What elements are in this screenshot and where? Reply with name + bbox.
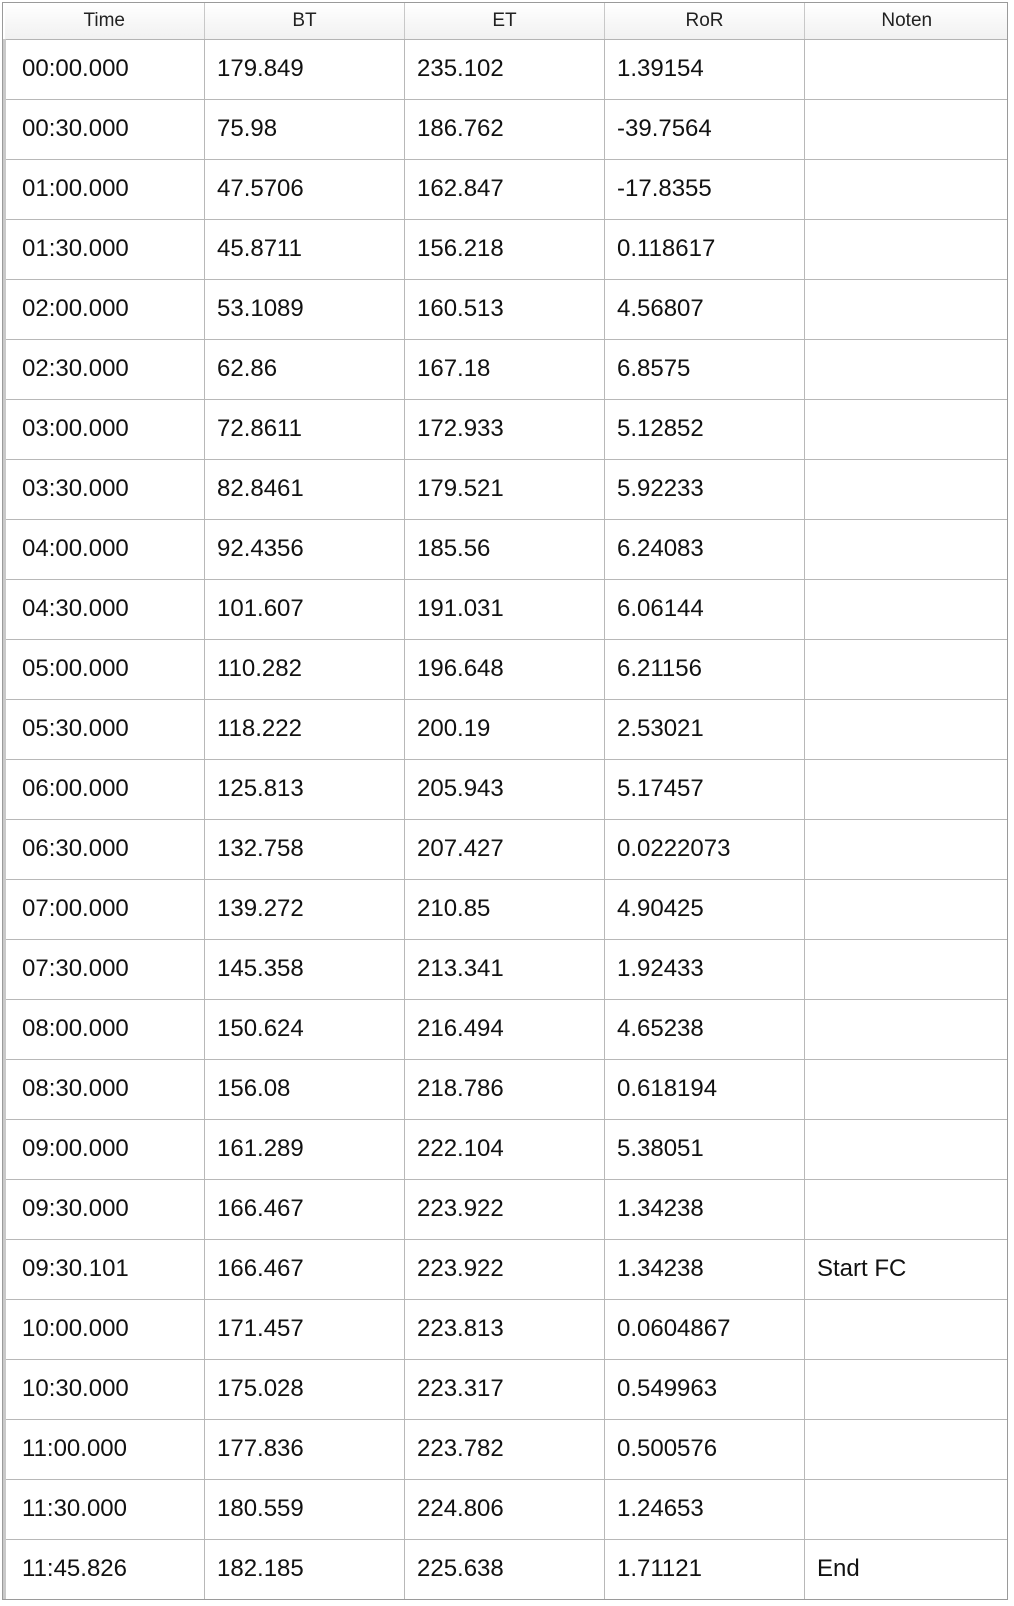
bt-cell: 180.559 bbox=[205, 1479, 405, 1539]
time-cell: 02:00.000 bbox=[5, 279, 205, 339]
time-cell: 01:30.000 bbox=[5, 219, 205, 279]
column-header-ror[interactable]: RoR bbox=[605, 3, 805, 39]
column-header-noten[interactable]: Noten bbox=[805, 3, 1009, 39]
ror-cell: 6.21156 bbox=[605, 639, 805, 699]
table-row[interactable] bbox=[5, 39, 1009, 99]
table-row[interactable] bbox=[5, 159, 1009, 219]
time-cell: 04:30.000 bbox=[5, 579, 205, 639]
notes-cell[interactable] bbox=[805, 1059, 1009, 1119]
time-cell: 06:00.000 bbox=[5, 759, 205, 819]
bt-cell: 45.8711 bbox=[205, 219, 405, 279]
ror-cell: -39.7564 bbox=[605, 99, 805, 159]
notes-cell[interactable] bbox=[805, 39, 1009, 99]
bt-cell: 179.849 bbox=[205, 39, 405, 99]
bt-cell: 118.222 bbox=[205, 699, 405, 759]
time-cell: 07:30.000 bbox=[5, 939, 205, 999]
header-row bbox=[5, 3, 1009, 39]
ror-cell: 0.118617 bbox=[605, 219, 805, 279]
ror-cell: 6.06144 bbox=[605, 579, 805, 639]
bt-cell: 92.4356 bbox=[205, 519, 405, 579]
notes-cell[interactable] bbox=[805, 219, 1009, 279]
time-cell: 03:30.000 bbox=[5, 459, 205, 519]
et-cell: 160.513 bbox=[405, 279, 605, 339]
et-cell: 223.317 bbox=[405, 1359, 605, 1419]
notes-cell[interactable] bbox=[805, 699, 1009, 759]
ror-cell: 1.24653 bbox=[605, 1479, 805, 1539]
time-cell: 02:30.000 bbox=[5, 339, 205, 399]
time-cell: 09:30.000 bbox=[5, 1179, 205, 1239]
notes-cell[interactable]: Start FC bbox=[805, 1239, 1009, 1299]
time-cell: 05:30.000 bbox=[5, 699, 205, 759]
notes-cell[interactable] bbox=[805, 1479, 1009, 1539]
time-cell: 07:00.000 bbox=[5, 879, 205, 939]
notes-cell[interactable] bbox=[805, 639, 1009, 699]
notes-cell[interactable] bbox=[805, 399, 1009, 459]
ror-cell: 4.56807 bbox=[605, 279, 805, 339]
et-cell: 185.56 bbox=[405, 519, 605, 579]
bt-cell: 72.8611 bbox=[205, 399, 405, 459]
ror-cell: 5.17457 bbox=[605, 759, 805, 819]
notes-cell[interactable] bbox=[805, 1359, 1009, 1419]
bt-cell: 82.8461 bbox=[205, 459, 405, 519]
table-row[interactable] bbox=[5, 1299, 1009, 1359]
time-cell: 00:30.000 bbox=[5, 99, 205, 159]
notes-cell[interactable] bbox=[805, 579, 1009, 639]
bt-cell: 150.624 bbox=[205, 999, 405, 1059]
table-row[interactable] bbox=[5, 99, 1009, 159]
ror-cell: 1.34238 bbox=[605, 1239, 805, 1299]
column-header-time[interactable]: Time bbox=[5, 3, 205, 39]
table-row[interactable] bbox=[5, 1539, 1009, 1599]
time-cell: 06:30.000 bbox=[5, 819, 205, 879]
et-cell: 235.102 bbox=[405, 39, 605, 99]
notes-cell[interactable] bbox=[805, 939, 1009, 999]
bt-cell: 145.358 bbox=[205, 939, 405, 999]
ror-cell: 5.38051 bbox=[605, 1119, 805, 1179]
et-cell: 156.218 bbox=[405, 219, 605, 279]
et-cell: 224.806 bbox=[405, 1479, 605, 1539]
et-cell: 207.427 bbox=[405, 819, 605, 879]
notes-cell[interactable] bbox=[805, 819, 1009, 879]
time-cell: 11:00.000 bbox=[5, 1419, 205, 1479]
ror-cell: 1.71121 bbox=[605, 1539, 805, 1599]
ror-cell: 4.90425 bbox=[605, 879, 805, 939]
bt-cell: 182.185 bbox=[205, 1539, 405, 1599]
time-cell: 11:30.000 bbox=[5, 1479, 205, 1539]
bt-cell: 161.289 bbox=[205, 1119, 405, 1179]
bt-cell: 62.86 bbox=[205, 339, 405, 399]
table-row[interactable] bbox=[5, 639, 1009, 699]
notes-cell[interactable] bbox=[805, 279, 1009, 339]
notes-cell[interactable] bbox=[805, 1119, 1009, 1179]
et-cell: 205.943 bbox=[405, 759, 605, 819]
table-row[interactable] bbox=[5, 759, 1009, 819]
ror-cell: 0.0222073 bbox=[605, 819, 805, 879]
time-cell: 09:30.101 bbox=[5, 1239, 205, 1299]
table-row[interactable] bbox=[5, 579, 1009, 639]
notes-cell[interactable] bbox=[805, 459, 1009, 519]
notes-cell[interactable] bbox=[805, 519, 1009, 579]
et-cell: 172.933 bbox=[405, 399, 605, 459]
bt-cell: 132.758 bbox=[205, 819, 405, 879]
ror-cell: 5.92233 bbox=[605, 459, 805, 519]
column-header-bt[interactable]: BT bbox=[205, 3, 405, 39]
time-cell: 10:00.000 bbox=[5, 1299, 205, 1359]
table-row[interactable] bbox=[5, 1359, 1009, 1419]
table-row[interactable] bbox=[5, 819, 1009, 879]
time-cell: 00:00.000 bbox=[5, 39, 205, 99]
et-cell: 218.786 bbox=[405, 1059, 605, 1119]
ror-cell: 1.34238 bbox=[605, 1179, 805, 1239]
bt-cell: 166.467 bbox=[205, 1239, 405, 1299]
time-cell: 01:00.000 bbox=[5, 159, 205, 219]
et-cell: 200.19 bbox=[405, 699, 605, 759]
et-cell: 223.922 bbox=[405, 1179, 605, 1239]
table-body bbox=[5, 39, 1009, 1599]
et-cell: 210.85 bbox=[405, 879, 605, 939]
time-cell: 08:00.000 bbox=[5, 999, 205, 1059]
bt-cell: 75.98 bbox=[205, 99, 405, 159]
bt-cell: 53.1089 bbox=[205, 279, 405, 339]
ror-cell: 6.24083 bbox=[605, 519, 805, 579]
ror-cell: -17.8355 bbox=[605, 159, 805, 219]
bt-cell: 125.813 bbox=[205, 759, 405, 819]
et-cell: 213.341 bbox=[405, 939, 605, 999]
time-cell: 04:00.000 bbox=[5, 519, 205, 579]
notes-cell[interactable] bbox=[805, 1179, 1009, 1239]
time-cell: 11:45.826 bbox=[5, 1539, 205, 1599]
table-row[interactable] bbox=[5, 1239, 1009, 1299]
ror-cell: 0.549963 bbox=[605, 1359, 805, 1419]
et-cell: 223.922 bbox=[405, 1239, 605, 1299]
bt-cell: 175.028 bbox=[205, 1359, 405, 1419]
time-cell: 05:00.000 bbox=[5, 639, 205, 699]
table-row[interactable] bbox=[5, 459, 1009, 519]
et-cell: 191.031 bbox=[405, 579, 605, 639]
ror-cell: 0.500576 bbox=[605, 1419, 805, 1479]
table-row[interactable] bbox=[5, 1479, 1009, 1539]
et-cell: 179.521 bbox=[405, 459, 605, 519]
et-cell: 167.18 bbox=[405, 339, 605, 399]
table-header bbox=[5, 3, 1009, 39]
bt-cell: 101.607 bbox=[205, 579, 405, 639]
ror-cell: 0.0604867 bbox=[605, 1299, 805, 1359]
et-cell: 222.104 bbox=[405, 1119, 605, 1179]
bt-cell: 110.282 bbox=[205, 639, 405, 699]
table-row[interactable] bbox=[5, 519, 1009, 579]
ror-cell: 1.39154 bbox=[605, 39, 805, 99]
et-cell: 216.494 bbox=[405, 999, 605, 1059]
table-row[interactable] bbox=[5, 1119, 1009, 1179]
data-grid bbox=[3, 3, 1008, 1599]
table-row[interactable] bbox=[5, 939, 1009, 999]
table-row[interactable] bbox=[5, 1179, 1009, 1239]
notes-cell[interactable] bbox=[805, 759, 1009, 819]
bt-cell: 156.08 bbox=[205, 1059, 405, 1119]
table-row[interactable] bbox=[5, 219, 1009, 279]
table-row[interactable] bbox=[5, 1419, 1009, 1479]
bt-cell: 139.272 bbox=[205, 879, 405, 939]
notes-cell[interactable] bbox=[805, 1419, 1009, 1479]
table-row[interactable] bbox=[5, 279, 1009, 339]
time-cell: 09:00.000 bbox=[5, 1119, 205, 1179]
et-cell: 162.847 bbox=[405, 159, 605, 219]
table-row[interactable] bbox=[5, 399, 1009, 459]
roast-data-table bbox=[2, 2, 1008, 1600]
et-cell: 186.762 bbox=[405, 99, 605, 159]
table-row[interactable] bbox=[5, 879, 1009, 939]
bt-cell: 171.457 bbox=[205, 1299, 405, 1359]
ror-cell: 4.65238 bbox=[605, 999, 805, 1059]
time-cell: 10:30.000 bbox=[5, 1359, 205, 1419]
bt-cell: 166.467 bbox=[205, 1179, 405, 1239]
table-row[interactable] bbox=[5, 1059, 1009, 1119]
table-row[interactable] bbox=[5, 339, 1009, 399]
notes-cell[interactable] bbox=[805, 339, 1009, 399]
notes-cell[interactable]: End bbox=[817, 1555, 860, 1583]
ror-cell: 6.8575 bbox=[605, 339, 805, 399]
et-cell: 223.782 bbox=[405, 1419, 605, 1479]
table-row[interactable] bbox=[5, 999, 1009, 1059]
et-cell: 225.638 bbox=[405, 1539, 605, 1599]
bt-cell: 47.5706 bbox=[205, 159, 405, 219]
notes-cell[interactable] bbox=[805, 999, 1009, 1059]
time-cell: 08:30.000 bbox=[5, 1059, 205, 1119]
ror-cell: 1.92433 bbox=[605, 939, 805, 999]
ror-cell: 0.618194 bbox=[605, 1059, 805, 1119]
notes-cell[interactable] bbox=[805, 159, 1009, 219]
et-cell: 196.648 bbox=[405, 639, 605, 699]
table-row[interactable] bbox=[5, 699, 1009, 759]
notes-cell[interactable] bbox=[805, 99, 1009, 159]
column-header-et[interactable]: ET bbox=[405, 3, 605, 39]
ror-cell: 5.12852 bbox=[605, 399, 805, 459]
time-cell: 03:00.000 bbox=[5, 399, 205, 459]
notes-cell[interactable] bbox=[805, 879, 1009, 939]
bt-cell: 177.836 bbox=[205, 1419, 405, 1479]
notes-cell[interactable] bbox=[805, 1299, 1009, 1359]
ror-cell: 2.53021 bbox=[605, 699, 805, 759]
et-cell: 223.813 bbox=[405, 1299, 605, 1359]
